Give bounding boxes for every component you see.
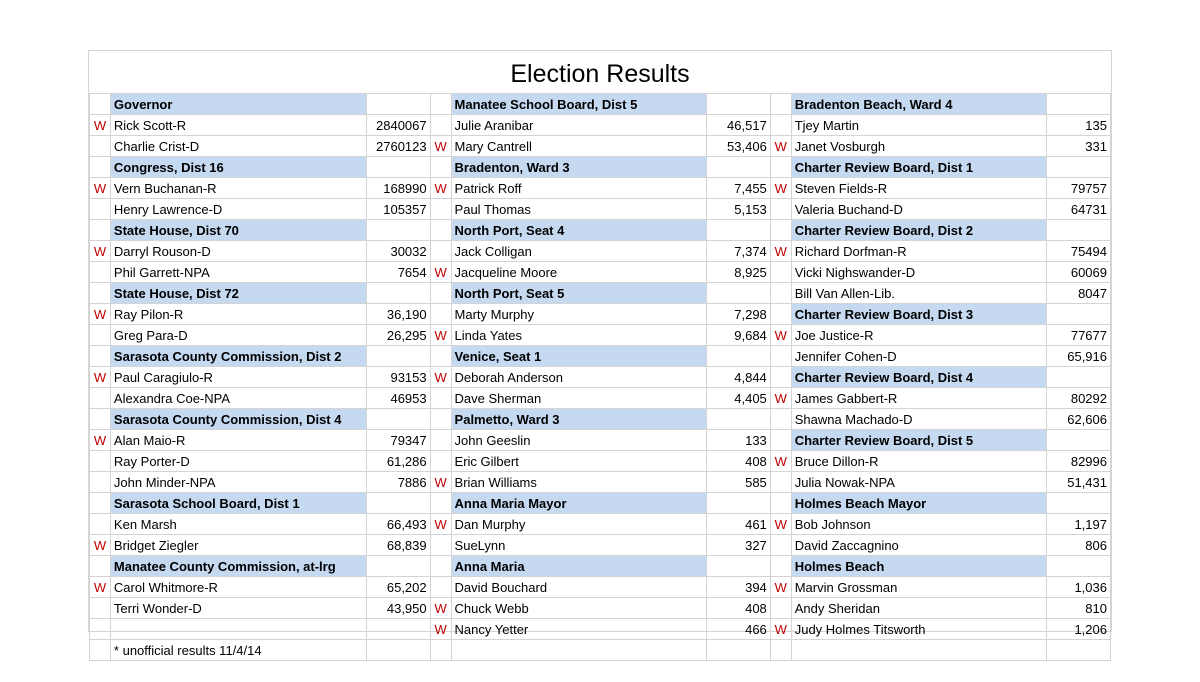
vote-count[interactable]: 46,517 <box>706 115 770 136</box>
candidate-name[interactable]: Carol Whitmore-R <box>110 577 366 598</box>
candidate-name[interactable]: Judy Holmes Titsworth <box>791 619 1046 640</box>
candidate-name[interactable]: Dave Sherman <box>451 388 706 409</box>
candidate-name[interactable]: Alexandra Coe-NPA <box>110 388 366 409</box>
winner-mark[interactable] <box>430 451 451 472</box>
winner-mark[interactable]: W <box>430 178 451 199</box>
vote-cell[interactable] <box>1047 493 1111 514</box>
results-grid <box>89 93 1111 661</box>
candidate-name[interactable]: Henry Lawrence-D <box>110 199 366 220</box>
candidate-name[interactable]: Brian Williams <box>451 472 706 493</box>
winner-mark[interactable] <box>90 451 111 472</box>
winner-mark[interactable]: W <box>90 577 111 598</box>
candidate-name[interactable]: Steven Fields-R <box>791 178 1046 199</box>
vote-count[interactable]: 461 <box>706 514 770 535</box>
winner-mark[interactable] <box>430 577 451 598</box>
table-row <box>90 115 1111 136</box>
candidate-name[interactable]: Janet Vosburgh <box>791 136 1046 157</box>
winner-mark[interactable]: W <box>430 136 451 157</box>
candidate-name[interactable]: Jennifer Cohen-D <box>791 346 1046 367</box>
winner-mark[interactable] <box>430 115 451 136</box>
winner-mark[interactable]: W <box>90 430 111 451</box>
race-header[interactable]: North Port, Seat 4 <box>451 220 706 241</box>
candidate-name[interactable]: Nancy Yetter <box>451 619 706 640</box>
winner-mark[interactable] <box>770 115 791 136</box>
winner-mark[interactable] <box>90 262 111 283</box>
vote-count[interactable]: 133 <box>706 430 770 451</box>
winner-cell[interactable] <box>90 493 111 514</box>
candidate-name[interactable]: Ray Pilon-R <box>110 304 366 325</box>
vote-count[interactable]: 75494 <box>1047 241 1111 262</box>
candidate-name[interactable]: Linda Yates <box>451 325 706 346</box>
candidate-name[interactable]: * unofficial results 11/4/14 <box>110 640 366 661</box>
vote-count[interactable] <box>706 640 770 661</box>
candidate-name[interactable]: Phil Garrett-NPA <box>110 262 366 283</box>
winner-mark[interactable] <box>430 388 451 409</box>
vote-cell[interactable] <box>366 283 430 304</box>
candidate-name[interactable] <box>110 619 366 640</box>
table-row <box>90 346 1111 367</box>
vote-cell[interactable] <box>706 220 770 241</box>
vote-count[interactable]: 105357 <box>366 199 430 220</box>
vote-count[interactable]: 331 <box>1047 136 1111 157</box>
vote-count[interactable]: 135 <box>1047 115 1111 136</box>
table-row <box>90 472 1111 493</box>
vote-count[interactable]: 36,190 <box>366 304 430 325</box>
vote-count[interactable]: 408 <box>706 451 770 472</box>
candidate-name[interactable]: Darryl Rouson-D <box>110 241 366 262</box>
page-title: Election Results <box>510 60 690 88</box>
vote-count[interactable]: 66,493 <box>366 514 430 535</box>
table-row <box>90 430 1111 451</box>
winner-mark[interactable]: W <box>770 388 791 409</box>
vote-count[interactable]: 62,606 <box>1047 409 1111 430</box>
vote-cell[interactable] <box>706 409 770 430</box>
vote-count[interactable]: 65,202 <box>366 577 430 598</box>
winner-mark[interactable]: W <box>430 262 451 283</box>
winner-cell[interactable] <box>430 283 451 304</box>
vote-cell[interactable] <box>706 556 770 577</box>
winner-mark[interactable] <box>90 136 111 157</box>
vote-count[interactable]: 7654 <box>366 262 430 283</box>
winner-mark[interactable] <box>770 199 791 220</box>
winner-mark[interactable] <box>430 199 451 220</box>
winner-cell[interactable] <box>430 157 451 178</box>
candidate-name[interactable]: John Minder-NPA <box>110 472 366 493</box>
table-row <box>90 640 1111 661</box>
winner-mark[interactable] <box>770 262 791 283</box>
winner-mark[interactable] <box>770 346 791 367</box>
vote-count[interactable]: 7,374 <box>706 241 770 262</box>
vote-count[interactable]: 80292 <box>1047 388 1111 409</box>
winner-mark[interactable]: W <box>770 178 791 199</box>
vote-cell[interactable] <box>706 157 770 178</box>
winner-mark[interactable] <box>770 535 791 556</box>
vote-cell[interactable] <box>366 94 430 115</box>
vote-count[interactable]: 5,153 <box>706 199 770 220</box>
race-header[interactable]: Sarasota County Commission, Dist 2 <box>110 346 366 367</box>
winner-cell[interactable] <box>770 220 791 241</box>
vote-count[interactable]: 8047 <box>1047 283 1111 304</box>
candidate-name[interactable]: Paul Thomas <box>451 199 706 220</box>
table-row <box>90 388 1111 409</box>
winner-cell[interactable] <box>770 367 791 388</box>
vote-count[interactable]: 2760123 <box>366 136 430 157</box>
race-header[interactable]: State House, Dist 72 <box>110 283 366 304</box>
candidate-name[interactable]: Greg Para-D <box>110 325 366 346</box>
table-row <box>90 178 1111 199</box>
table-row <box>90 367 1111 388</box>
table-row <box>90 409 1111 430</box>
candidate-name[interactable]: Paul Caragiulo-R <box>110 367 366 388</box>
race-header[interactable]: Bradenton, Ward 3 <box>451 157 706 178</box>
vote-count[interactable]: 4,844 <box>706 367 770 388</box>
winner-cell[interactable] <box>430 493 451 514</box>
table-row <box>90 493 1111 514</box>
vote-cell[interactable] <box>366 493 430 514</box>
candidate-name[interactable]: Eric Gilbert <box>451 451 706 472</box>
winner-mark[interactable]: W <box>770 325 791 346</box>
vote-count[interactable]: 7,298 <box>706 304 770 325</box>
candidate-name[interactable]: Charlie Crist-D <box>110 136 366 157</box>
vote-count[interactable]: 4,405 <box>706 388 770 409</box>
table-row <box>90 556 1111 577</box>
winner-mark[interactable]: W <box>770 619 791 640</box>
table-row <box>90 220 1111 241</box>
winner-mark[interactable] <box>90 388 111 409</box>
vote-count[interactable]: 65,916 <box>1047 346 1111 367</box>
winner-mark[interactable] <box>770 640 791 661</box>
winner-mark[interactable]: W <box>430 367 451 388</box>
candidate-name[interactable]: Alan Maio-R <box>110 430 366 451</box>
candidate-name[interactable]: Patrick Roff <box>451 178 706 199</box>
winner-mark[interactable]: W <box>90 535 111 556</box>
vote-count[interactable]: 53,406 <box>706 136 770 157</box>
vote-count[interactable]: 8,925 <box>706 262 770 283</box>
candidate-name[interactable]: Tjey Martin <box>791 115 1046 136</box>
vote-count[interactable]: 1,036 <box>1047 577 1111 598</box>
candidate-name[interactable]: Vicki Nighswander-D <box>791 262 1046 283</box>
vote-count[interactable] <box>366 619 430 640</box>
winner-cell[interactable] <box>90 94 111 115</box>
winner-cell[interactable] <box>90 283 111 304</box>
race-header[interactable]: Anna Maria <box>451 556 706 577</box>
winner-mark[interactable] <box>430 535 451 556</box>
winner-mark[interactable] <box>430 304 451 325</box>
vote-count[interactable]: 810 <box>1047 598 1111 619</box>
vote-cell[interactable] <box>706 283 770 304</box>
winner-mark[interactable]: W <box>770 136 791 157</box>
vote-count[interactable]: 9,684 <box>706 325 770 346</box>
candidate-name[interactable]: Joe Justice-R <box>791 325 1046 346</box>
candidate-name[interactable]: Ray Porter-D <box>110 451 366 472</box>
winner-mark[interactable] <box>430 430 451 451</box>
winner-mark[interactable]: W <box>90 367 111 388</box>
vote-count[interactable]: 77677 <box>1047 325 1111 346</box>
candidate-name[interactable]: Valeria Buchand-D <box>791 199 1046 220</box>
winner-mark[interactable] <box>90 640 111 661</box>
race-header[interactable]: Charter Review Board, Dist 2 <box>791 220 1046 241</box>
candidate-name[interactable]: David Bouchard <box>451 577 706 598</box>
winner-mark[interactable]: W <box>770 577 791 598</box>
winner-mark[interactable]: W <box>770 241 791 262</box>
winner-cell[interactable] <box>90 556 111 577</box>
winner-cell[interactable] <box>770 556 791 577</box>
vote-count[interactable]: 93153 <box>366 367 430 388</box>
winner-cell[interactable] <box>90 346 111 367</box>
vote-count[interactable]: 7,455 <box>706 178 770 199</box>
candidate-name[interactable] <box>451 640 706 661</box>
candidate-name[interactable]: Jacqueline Moore <box>451 262 706 283</box>
race-header[interactable]: Holmes Beach <box>791 556 1046 577</box>
candidate-name[interactable]: Bob Johnson <box>791 514 1046 535</box>
vote-count[interactable]: 43,950 <box>366 598 430 619</box>
winner-cell[interactable] <box>430 346 451 367</box>
candidate-name[interactable]: John Geeslin <box>451 430 706 451</box>
winner-mark[interactable] <box>90 472 111 493</box>
vote-count[interactable]: 46953 <box>366 388 430 409</box>
table-row <box>90 157 1111 178</box>
candidate-name[interactable]: Deborah Anderson <box>451 367 706 388</box>
winner-mark[interactable]: W <box>430 472 451 493</box>
race-header[interactable]: Bradenton Beach, Ward 4 <box>791 94 1046 115</box>
vote-cell[interactable] <box>366 556 430 577</box>
table-row <box>90 514 1111 535</box>
winner-mark[interactable]: W <box>430 598 451 619</box>
race-header[interactable]: State House, Dist 70 <box>110 220 366 241</box>
candidate-name[interactable]: Mary Cantrell <box>451 136 706 157</box>
candidate-name[interactable]: Julie Aranibar <box>451 115 706 136</box>
race-header[interactable]: Sarasota County Commission, Dist 4 <box>110 409 366 430</box>
vote-cell[interactable] <box>1047 157 1111 178</box>
vote-count[interactable]: 68,839 <box>366 535 430 556</box>
candidate-name[interactable]: Marvin Grossman <box>791 577 1046 598</box>
winner-mark[interactable]: W <box>770 514 791 535</box>
winner-cell[interactable] <box>770 157 791 178</box>
winner-mark[interactable]: W <box>430 619 451 640</box>
race-header[interactable]: Venice, Seat 1 <box>451 346 706 367</box>
vote-count[interactable]: 79347 <box>366 430 430 451</box>
vote-cell[interactable] <box>366 409 430 430</box>
winner-mark[interactable] <box>90 514 111 535</box>
winner-mark[interactable]: W <box>430 514 451 535</box>
table-row <box>90 619 1111 640</box>
table-row <box>90 283 1111 304</box>
vote-count[interactable]: 82996 <box>1047 451 1111 472</box>
candidate-name[interactable]: Jack Colligan <box>451 241 706 262</box>
winner-mark[interactable]: W <box>90 178 111 199</box>
vote-count[interactable]: 26,295 <box>366 325 430 346</box>
race-header[interactable]: Charter Review Board, Dist 3 <box>791 304 1046 325</box>
vote-count[interactable]: 466 <box>706 619 770 640</box>
race-header[interactable]: Congress, Dist 16 <box>110 157 366 178</box>
table-row <box>90 304 1111 325</box>
race-header[interactable]: Charter Review Board, Dist 5 <box>791 430 1046 451</box>
table-row <box>90 325 1111 346</box>
winner-mark[interactable]: W <box>90 304 111 325</box>
candidate-name[interactable]: Richard Dorfman-R <box>791 241 1046 262</box>
candidate-name[interactable]: David Zaccagnino <box>791 535 1046 556</box>
winner-cell[interactable] <box>430 94 451 115</box>
vote-count[interactable]: 61,286 <box>366 451 430 472</box>
vote-count[interactable]: 1,206 <box>1047 619 1111 640</box>
winner-mark[interactable] <box>430 241 451 262</box>
winner-cell[interactable] <box>770 493 791 514</box>
winner-cell[interactable] <box>430 556 451 577</box>
winner-cell[interactable] <box>770 304 791 325</box>
vote-count[interactable]: 2840067 <box>366 115 430 136</box>
winner-cell[interactable] <box>430 409 451 430</box>
winner-mark[interactable] <box>90 199 111 220</box>
race-header[interactable]: Sarasota School Board, Dist 1 <box>110 493 366 514</box>
table-row <box>90 241 1111 262</box>
winner-mark[interactable] <box>90 598 111 619</box>
race-header[interactable]: Manatee County Commission, at-lrg <box>110 556 366 577</box>
winner-mark[interactable] <box>770 598 791 619</box>
vote-count[interactable]: 1,197 <box>1047 514 1111 535</box>
candidate-name[interactable]: Bruce Dillon-R <box>791 451 1046 472</box>
winner-mark[interactable]: W <box>90 115 111 136</box>
vote-cell[interactable] <box>706 346 770 367</box>
table-row <box>90 577 1111 598</box>
race-header[interactable]: Anna Maria Mayor <box>451 493 706 514</box>
vote-count[interactable]: 394 <box>706 577 770 598</box>
vote-count[interactable]: 7886 <box>366 472 430 493</box>
candidate-name[interactable]: Andy Sheridan <box>791 598 1046 619</box>
vote-count[interactable]: 79757 <box>1047 178 1111 199</box>
candidate-name[interactable]: Chuck Webb <box>451 598 706 619</box>
candidate-name[interactable]: Bridget Ziegler <box>110 535 366 556</box>
winner-cell[interactable] <box>430 220 451 241</box>
table-row <box>90 451 1111 472</box>
candidate-name[interactable]: Bill Van Allen-Lib. <box>791 283 1046 304</box>
candidate-name[interactable]: Ken Marsh <box>110 514 366 535</box>
candidate-name[interactable]: Marty Murphy <box>451 304 706 325</box>
race-header[interactable]: Palmetto, Ward 3 <box>451 409 706 430</box>
winner-cell[interactable] <box>90 409 111 430</box>
vote-cell[interactable] <box>706 94 770 115</box>
vote-count[interactable]: 327 <box>706 535 770 556</box>
winner-mark[interactable] <box>430 640 451 661</box>
candidate-name[interactable]: James Gabbert-R <box>791 388 1046 409</box>
vote-count[interactable]: 168990 <box>366 178 430 199</box>
candidate-name[interactable]: Rick Scott-R <box>110 115 366 136</box>
vote-cell[interactable] <box>366 220 430 241</box>
winner-cell[interactable] <box>770 430 791 451</box>
vote-cell[interactable] <box>1047 304 1111 325</box>
race-header[interactable]: Charter Review Board, Dist 1 <box>791 157 1046 178</box>
winner-cell[interactable] <box>770 94 791 115</box>
winner-cell[interactable] <box>90 157 111 178</box>
winner-mark[interactable] <box>90 619 111 640</box>
winner-cell[interactable] <box>90 220 111 241</box>
candidate-name[interactable]: Dan Murphy <box>451 514 706 535</box>
table-row <box>90 598 1111 619</box>
table-row <box>90 535 1111 556</box>
winner-mark[interactable] <box>770 472 791 493</box>
table-row <box>90 199 1111 220</box>
vote-cell[interactable] <box>1047 220 1111 241</box>
winner-mark[interactable] <box>770 409 791 430</box>
race-header[interactable]: Holmes Beach Mayor <box>791 493 1046 514</box>
vote-count[interactable] <box>1047 640 1111 661</box>
race-header[interactable]: Governor <box>110 94 366 115</box>
table-row <box>90 262 1111 283</box>
race-header[interactable]: Charter Review Board, Dist 4 <box>791 367 1046 388</box>
race-header[interactable]: North Port, Seat 5 <box>451 283 706 304</box>
vote-count[interactable]: 408 <box>706 598 770 619</box>
vote-cell[interactable] <box>1047 94 1111 115</box>
vote-cell[interactable] <box>1047 367 1111 388</box>
table-row <box>90 136 1111 157</box>
candidate-name[interactable]: Shawna Machado-D <box>791 409 1046 430</box>
winner-mark[interactable] <box>90 325 111 346</box>
candidate-name[interactable]: Vern Buchanan-R <box>110 178 366 199</box>
vote-count[interactable] <box>366 640 430 661</box>
vote-count[interactable]: 30032 <box>366 241 430 262</box>
candidate-name[interactable]: Julia Nowak-NPA <box>791 472 1046 493</box>
vote-cell[interactable] <box>366 346 430 367</box>
winner-mark[interactable]: W <box>90 241 111 262</box>
candidate-name[interactable] <box>791 640 1046 661</box>
candidate-name[interactable]: SueLynn <box>451 535 706 556</box>
spreadsheet <box>88 50 1112 658</box>
vote-count[interactable]: 60069 <box>1047 262 1111 283</box>
vote-count[interactable]: 806 <box>1047 535 1111 556</box>
vote-cell[interactable] <box>1047 430 1111 451</box>
vote-cell[interactable] <box>1047 556 1111 577</box>
race-header[interactable]: Manatee School Board, Dist 5 <box>451 94 706 115</box>
vote-cell[interactable] <box>706 493 770 514</box>
candidate-name[interactable]: Terri Wonder-D <box>110 598 366 619</box>
vote-count[interactable]: 585 <box>706 472 770 493</box>
vote-count[interactable]: 64731 <box>1047 199 1111 220</box>
table-row <box>90 94 1111 115</box>
vote-cell[interactable] <box>366 157 430 178</box>
winner-mark[interactable] <box>770 283 791 304</box>
winner-mark[interactable]: W <box>770 451 791 472</box>
winner-mark[interactable]: W <box>430 325 451 346</box>
vote-count[interactable]: 51,431 <box>1047 472 1111 493</box>
